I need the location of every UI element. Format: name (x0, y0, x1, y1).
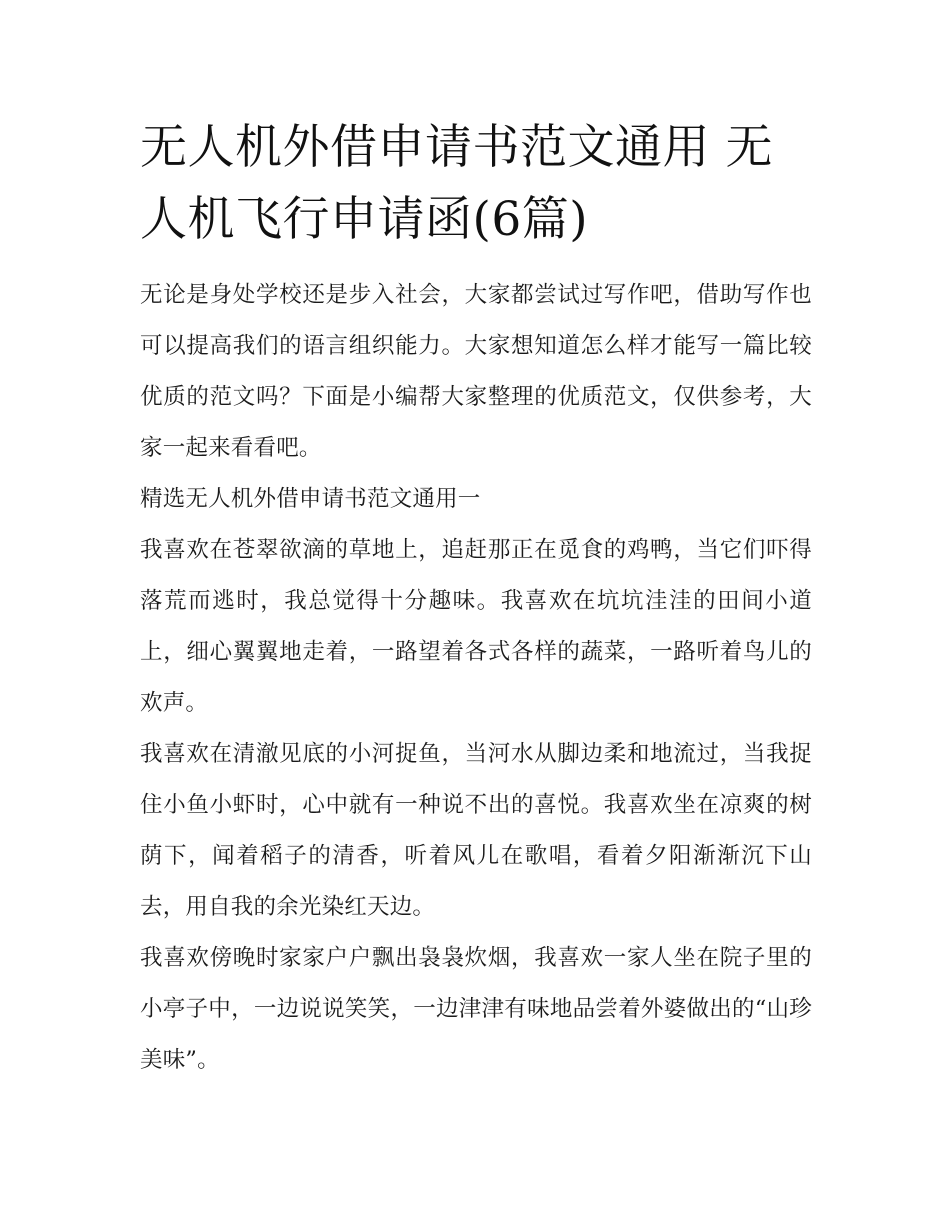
document-page (140, 112, 812, 1086)
document-title: 无人机外借申请书范文通用 无人机飞行申请函(6篇) (140, 120, 773, 247)
body-paragraph: 我喜欢在清澈见底的小河捉鱼，当河水从脚边柔和地流过，当我捉住小鱼小虾时，心中就有一种说不出的喜悦。我喜欢坐在凉爽的树荫下，闻着稻子的清香，听着风儿在歌唱，看着夕阳渐渐沉下山去，用自我的余光染红天边。 (140, 741, 812, 920)
body-paragraph: 我喜欢在苍翠欲滴的草地上，追赶那正在觅食的鸡鸭，当它们吓得落荒而逃时，我总觉得十分趣味。我喜欢在坑坑洼洼的田间小道上，细心翼翼地走着，一路望着各式各样的蔬菜，一路听着鸟儿的欢声。 (140, 537, 812, 716)
intro-paragraph: 无论是身处学校还是步入社会，大家都尝试过写作吧，借助写作也可以提高我们的语言组织能力。大家想知道怎么样才能写一篇比较优质的范文吗？下面是小编帮大家整理的优质范文，仅供参考，大家一起来看看吧。 (140, 282, 812, 461)
body-paragraph: 我喜欢傍晚时家家户户飘出袅袅炊烟，我喜欢一家人坐在院子里的小亭子中，一边说说笑笑，一边津津有味地品尝着外婆做出的“山珍美味”。 (140, 945, 812, 1073)
section-heading: 精选无人机外借申请书范文通用一 (140, 486, 481, 512)
